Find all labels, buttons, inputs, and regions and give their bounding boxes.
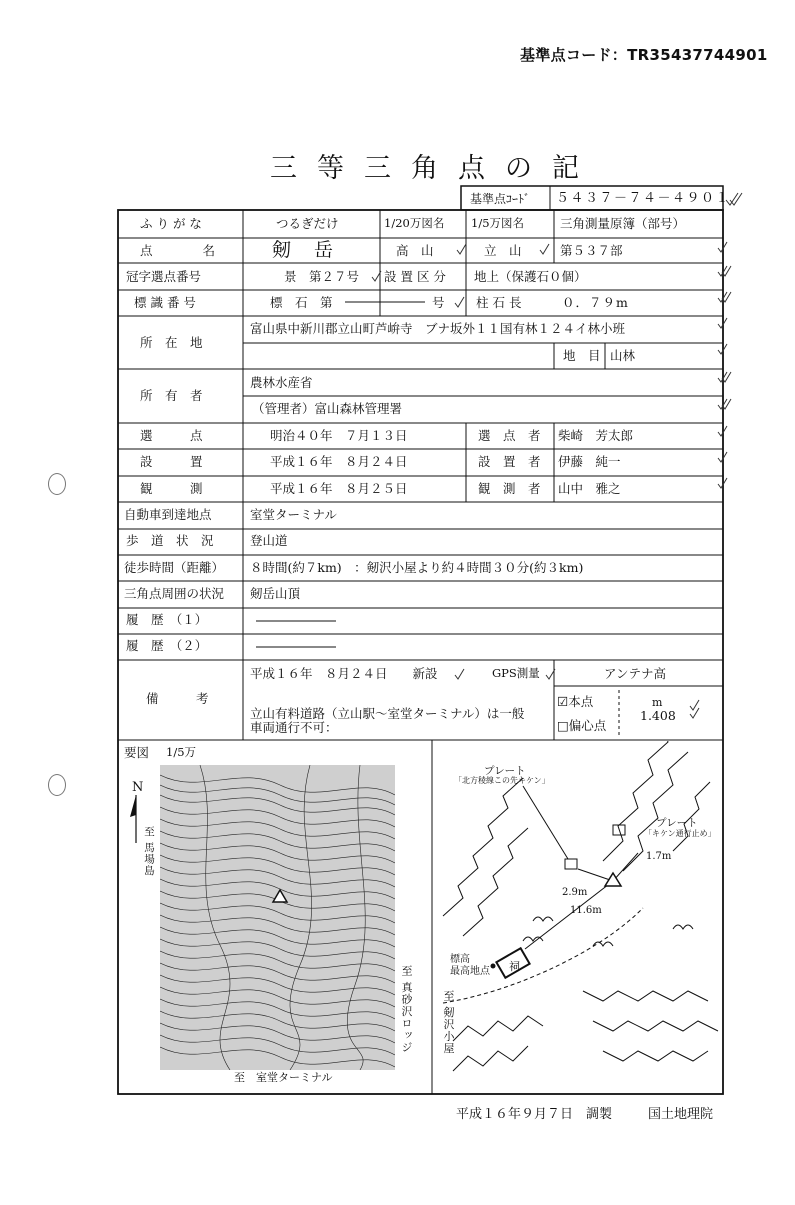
kansoku-date: 平成１６年 ８月２５日 bbox=[270, 481, 408, 496]
pillar-value: ０．７９m bbox=[562, 295, 629, 310]
setup-label: 設 置 区 分 bbox=[384, 269, 446, 284]
senten-who-label: 選 点 者 bbox=[478, 428, 541, 443]
car-value: 室堂ターミナル bbox=[250, 507, 337, 522]
hyoshiki-label: 標 識 番 号 bbox=[134, 295, 196, 310]
remarks-line2: 立山有料道路（立山駅～室堂ターミナル）は一般 bbox=[250, 706, 525, 721]
honten-check: ☑本点 bbox=[557, 694, 594, 709]
walk-label: 徒歩時間（距離） bbox=[124, 560, 225, 575]
site-sketch bbox=[433, 741, 722, 1093]
to-mabashijima-label: 至 馬場島 bbox=[143, 826, 155, 877]
kanji-label: 冠字選点番号 bbox=[126, 269, 202, 284]
sketch-scale: 1/5万 bbox=[166, 745, 197, 759]
remarks-gps: GPS測量 bbox=[492, 666, 540, 680]
register-header: 三角測量原簿（部号） bbox=[560, 216, 686, 231]
kijun-value: ５４３７－７４－４９０１ bbox=[556, 191, 731, 206]
page-title: 三等三角点の記 bbox=[270, 153, 599, 184]
henshin-check: □偏心点 bbox=[557, 718, 607, 733]
owner-value: 農林水産省 bbox=[250, 375, 313, 390]
distance-1: 1.7m bbox=[646, 851, 672, 862]
sketch-label: 要図 bbox=[124, 745, 150, 760]
car-label: 自動車到達地点 bbox=[124, 507, 212, 522]
owner-label: 所 有 者 bbox=[140, 388, 203, 403]
point-register: 第５３７部 bbox=[560, 243, 623, 258]
chimoku-value: 山林 bbox=[610, 348, 636, 363]
senten-who: 柴崎 芳太郎 bbox=[558, 428, 634, 443]
location-value: 富山県中新川郡立山町芦峅寺 ブナ坂外１１国有林１２４イ林小班 bbox=[250, 321, 626, 336]
history2-label: 履 歴 （２） bbox=[126, 638, 208, 653]
furigana-value: つるぎだけ bbox=[276, 216, 339, 231]
setchi-label: 設 置 bbox=[140, 454, 203, 469]
plate2-label: プレート bbox=[656, 817, 698, 829]
history1-label: 履 歴 （１） bbox=[126, 612, 208, 627]
shrine-label: 祠 bbox=[509, 960, 520, 973]
setchi-date: 平成１６年 ８月２４日 bbox=[270, 454, 408, 469]
distance-2: 2.9m bbox=[562, 887, 588, 898]
kansoku-who: 山中 雅之 bbox=[558, 481, 621, 496]
plate1-text: 「北方稜線この先キケン」 bbox=[454, 776, 550, 785]
hyoshiki-go: 号 bbox=[432, 295, 445, 310]
chimoku-label: 地 目 bbox=[563, 348, 601, 363]
owner-manager: （管理者）富山森林管理署 bbox=[252, 401, 403, 416]
summit-label-2: 最高地点 bbox=[450, 966, 490, 977]
furigana-label: ふ り が な bbox=[140, 216, 202, 231]
trail-value: 登山道 bbox=[250, 533, 288, 548]
hyoshiki-value: 標 石 第 bbox=[270, 295, 333, 310]
point-name-value: 剱 岳 bbox=[272, 239, 336, 261]
point-map-50k: 立 山 bbox=[484, 243, 522, 258]
kanji-value: 景 第２７号 bbox=[284, 269, 360, 284]
footer-date: 平成１６年９月７日 調製 bbox=[456, 1107, 613, 1122]
senten-label: 選 点 bbox=[140, 428, 203, 443]
kansoku-label: 観 測 bbox=[140, 481, 203, 496]
remarks-line3: 車両通行不可： bbox=[250, 720, 338, 735]
antenna-unit: m bbox=[652, 696, 663, 709]
distance-3: 11.6m bbox=[570, 905, 602, 916]
kijun-label: 基準点ｺｰﾄﾞ bbox=[470, 192, 531, 206]
antenna-height: 1.408 bbox=[640, 708, 676, 723]
map-200k-header: 1/20万図名 bbox=[384, 216, 445, 230]
surround-value: 剱岳山頂 bbox=[250, 586, 301, 601]
remarks-line1: 平成１６年 ８月２４日 新設 bbox=[250, 666, 438, 681]
trail-label: 歩 道 状 況 bbox=[126, 533, 214, 548]
topo-map bbox=[160, 765, 395, 1070]
setup-value: 地上（保護石０個） bbox=[474, 269, 587, 284]
senten-date: 明治４０年 ７月１３日 bbox=[270, 428, 408, 443]
location-label: 所 在 地 bbox=[140, 335, 203, 350]
footer-org: 国土地理院 bbox=[648, 1107, 714, 1122]
setchi-who: 伊藤 純一 bbox=[558, 454, 621, 469]
remarks-label: 備 考 bbox=[146, 691, 209, 706]
to-masago-label: 至 真砂沢ロッジ bbox=[400, 965, 413, 1054]
map-50k-header: 1/5万図名 bbox=[471, 216, 525, 230]
surround-label: 三角点周囲の状況 bbox=[124, 586, 225, 601]
to-murodo-label: 至 室堂ターミナル bbox=[234, 1071, 333, 1084]
antenna-label: アンテナ高 bbox=[604, 666, 667, 681]
code-line: 基準点コード：TR35437744901 bbox=[520, 46, 768, 64]
kansoku-who-label: 観 測 者 bbox=[478, 481, 541, 496]
walk-value: ８時間(約７km) ：剱沢小屋より約４時間３０分(約３km) bbox=[250, 560, 584, 575]
plate1-label: プレート bbox=[484, 765, 526, 777]
north-label: N bbox=[132, 780, 144, 795]
point-map-200k: 高 山 bbox=[396, 243, 434, 258]
to-tsurugisawa-label: 至 剱沢小屋 bbox=[442, 990, 455, 1055]
pillar-label: 柱 石 長 bbox=[476, 295, 522, 310]
point-name-label: 点 名 bbox=[140, 243, 216, 258]
summit-label: 標高 bbox=[450, 954, 470, 965]
plate2-text: 「キケン通行止め」 bbox=[644, 829, 716, 838]
setchi-who-label: 設 置 者 bbox=[478, 454, 541, 469]
